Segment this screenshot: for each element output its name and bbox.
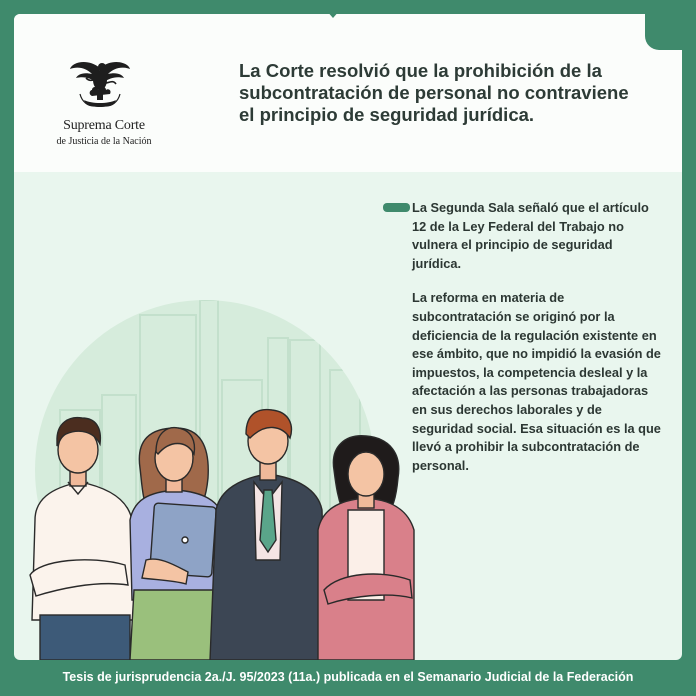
logo-title: Suprema Corte xyxy=(63,118,145,133)
logo-subtitle: de Justicia de la Nación xyxy=(56,136,152,147)
footer-citation: Tesis de jurisprudencia 2a./J. 95/2023 (11a.) publicada en el Semanario Judicial de la Federación xyxy=(62,670,634,684)
paragraph-1: La Segunda Sala señaló que el artículo 12 de la Ley Federal del Trabajo no vulnera el principio de seguridad jurídica. xyxy=(412,200,649,271)
headline: La Corte resolvió que la prohibición de la subcontratación de personal no contraviene el principio de seguridad jurídica. xyxy=(239,60,629,125)
paragraph-2: La reforma en materia de subcontratación se originó por la deficiencia de la regulación existente en ese ámbito, que no impidió la evasión de impuestos, la competencia desleal y la afectación a las personas trabajadoras en sus derechos laborales y de seguridad social. Esa situación es la que llevó a prohibir la subcontratación de personal. xyxy=(412,290,661,473)
